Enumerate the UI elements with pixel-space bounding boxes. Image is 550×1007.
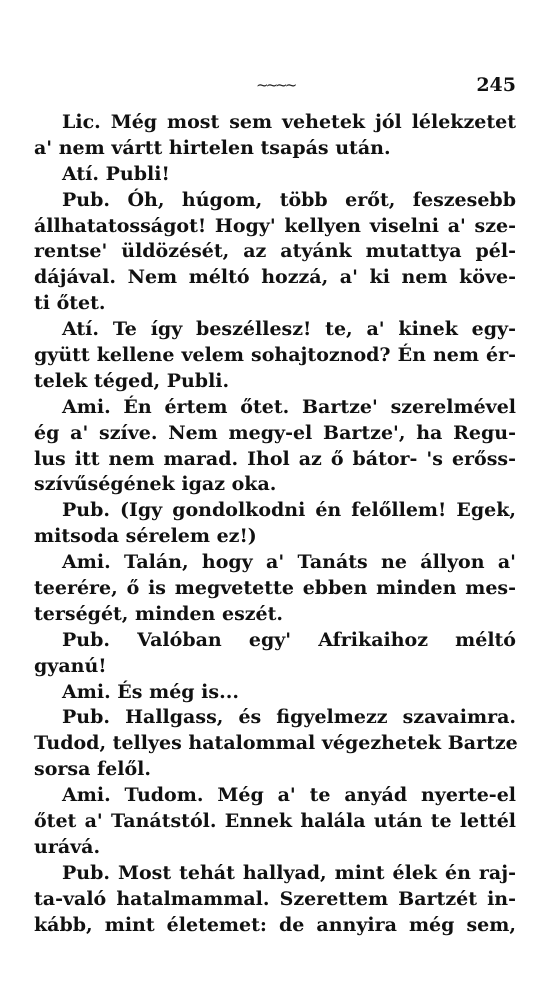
text-line: lus itt nem marad. Ihol az ő bátor- 's erőss- xyxy=(34,447,516,470)
text-line: őtet a' Tanátstól. Ennek halála után te lettél xyxy=(34,810,516,833)
text-line: Pub. (Igy gondolkodni én felőllem! Egek, xyxy=(62,499,516,522)
text-line: a' nem vártt hirtelen tsapás után. xyxy=(34,136,391,159)
text-line: Lic. Még most sem vehetek jól lélekzetet xyxy=(62,111,516,133)
text-line: rentse' üldözését, az atyánk mutattya pél- xyxy=(34,240,516,263)
text-line: ég a' szíve. Nem megy-el Bartze', ha Regu- xyxy=(34,421,516,444)
text-line: mitsoda sérelem ez!) xyxy=(34,525,257,548)
text-line: urává. xyxy=(34,835,101,858)
text-line: Pub. Óh, húgom, több erőt, feszesebb xyxy=(62,188,516,211)
text-line: ti őtet. xyxy=(34,292,106,315)
text-line: gyanú! xyxy=(34,654,107,677)
text-line: ta-való hatalmammal. Szerettem Bartzét in- xyxy=(34,887,516,910)
text-line: Ami. És még is... xyxy=(62,680,239,703)
text-line: gyütt kellene velem sohajtoznod? Én nem ér- xyxy=(34,344,516,367)
page-number: 245 xyxy=(476,74,516,96)
text-line: Tudod, tellyes hatalommal végezhetek Bartze xyxy=(34,732,518,755)
text-line: Pub. Hallgass, és figyelmezz szavaimra. xyxy=(62,706,516,729)
text-line: kább, mint életemet: de annyira még sem, xyxy=(34,913,516,936)
text-line: szívűségének igaz oka. xyxy=(34,473,277,496)
text-line: Pub. Valóban egy' Afrikaihoz méltó xyxy=(62,628,516,651)
text-line: telek téged, Publi. xyxy=(34,369,230,392)
text-line: Atí. Te így beszéllesz! te, a' kinek egy- xyxy=(62,318,516,341)
text-line: dájával. Nem méltó hozzá, a' ki nem köve- xyxy=(34,266,516,289)
text-line: Ami. Tudom. Még a' te anyád nyerte-el xyxy=(62,784,516,807)
text-line: sorsa felől. xyxy=(34,758,151,781)
text-line: Ami. Talán, hogy a' Tanáts ne állyon a' xyxy=(62,551,516,574)
text-line: állhatatosságot! Hogy' kellyen viselni a' sze- xyxy=(34,214,516,237)
text-line: Atí. Publi! xyxy=(62,162,170,185)
text-line: Pub. Most tehát hallyad, mint élek én raj- xyxy=(62,861,516,884)
page-header xyxy=(34,74,516,98)
text-line: teerére, ő is megvetette ebben minden mes- xyxy=(34,577,516,600)
page-body-text xyxy=(34,110,516,939)
header-ornament: ~~~~ xyxy=(256,76,295,94)
text-line: Ami. Én értem őtet. Bartze' szerelmével xyxy=(62,395,516,418)
text-line: terségét, minden eszét. xyxy=(34,602,284,625)
